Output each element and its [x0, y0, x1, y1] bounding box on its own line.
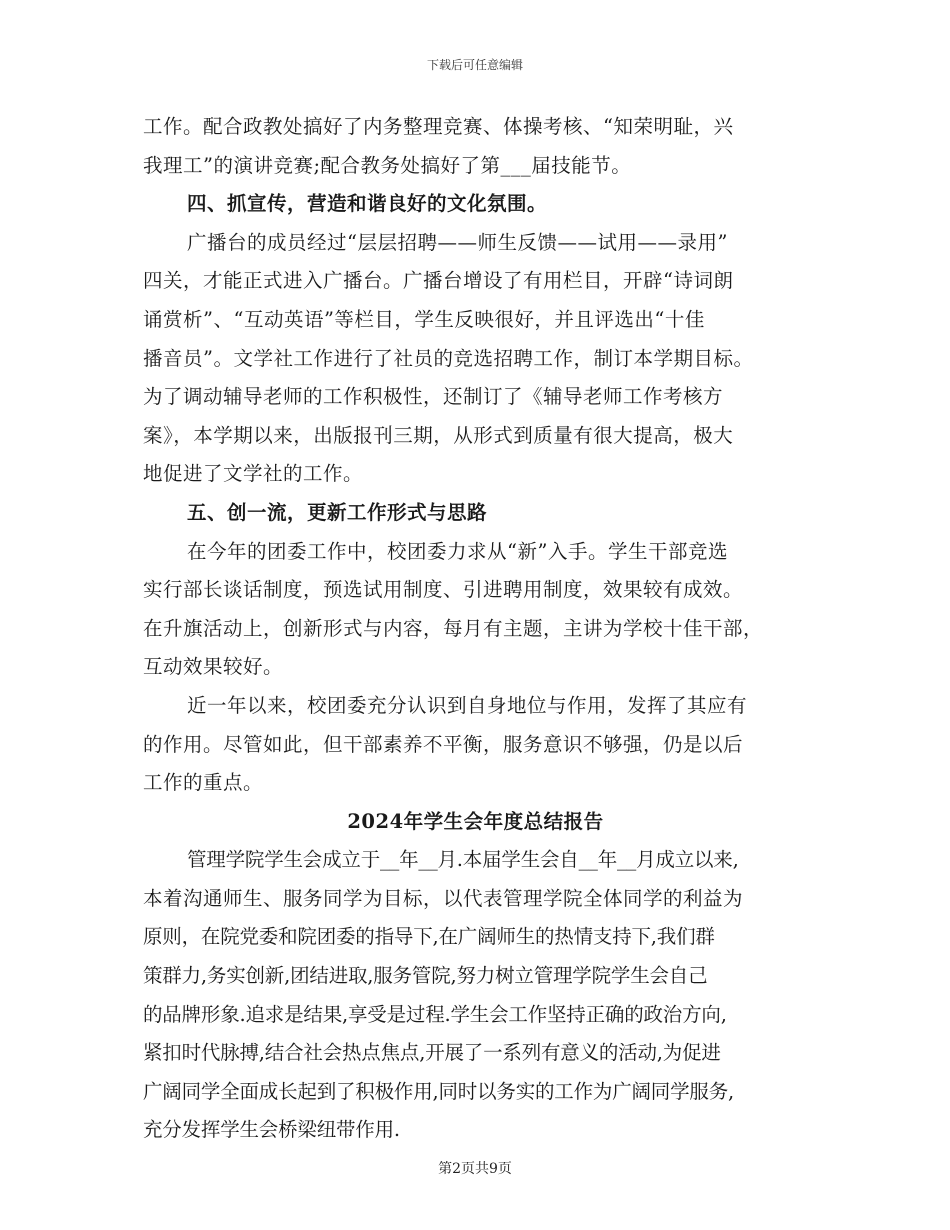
page-number: 第2页共9页 — [438, 1161, 512, 1177]
body-line: 播音员”。文学社工作进行了社员的竞选招聘工作，制订本学期目标。 — [143, 346, 754, 370]
section-heading: 五、创一流，更新工作形式与思路 — [187, 500, 488, 524]
body-line: 工作。配合政教处搞好了内务整理竞赛、体操考核、“知荣明耻，兴 — [143, 115, 734, 138]
body-line: 策群力,务实创新,团结进取,服务管院,努力树立管理学院学生会自己 — [143, 964, 708, 988]
body-line: 原则，在院党委和院团委的指导下,在广阔师生的热情支持下,我们群 — [143, 925, 715, 949]
body-line: 诵赏析”、“互动英语”等栏目，学生反映很好，并且评选出“十佳 — [143, 307, 705, 331]
body-line: 为了调动辅导老师的工作积极性，还制订了《辅导老师工作考核方 — [143, 385, 724, 409]
body-line: 我理工”的演讲竞赛;配合教务处搞好了第___届技能节。 — [143, 153, 632, 177]
body-line: 紧扣时代脉搏,结合社会热点焦点,开展了一系列有意义的活动,为促进 — [143, 1041, 721, 1065]
section-heading: 四、抓宣传，营造和谐良好的文化氛围。 — [187, 192, 548, 216]
body-line: 地促进了文学社的工作。 — [143, 462, 364, 486]
body-line: 在今年的团委工作中，校团委力求从“新”入手。学生干部竞选 — [187, 539, 728, 563]
body-line: 案》，本学期以来，出版报刊三期，从形式到质量有很大提高，极大 — [143, 423, 734, 447]
body-line: 工作的重点。 — [143, 771, 264, 795]
body-line: 的品牌形象.追求是结果,享受是过程.学生会工作坚持正确的政治方向, — [143, 1002, 727, 1026]
body-line: 实行部长谈话制度，预选试用制度、引进聘用制度，效果较有成效。 — [143, 578, 744, 602]
header-note: 下载后可任意编辑 — [426, 58, 523, 72]
body-line: 在升旗活动上，创新形式与内容，每月有主题，主讲为学校十佳干部， — [143, 616, 764, 640]
body-line: 本着沟通师生、服务同学为目标，以代表管理学院全体同学的利益为 — [143, 886, 744, 910]
body-line: 近一年以来，校团委充分认识到自身地位与作用，发挥了其应有 — [187, 693, 748, 717]
report-title: 2024年学生会年度总结报告 — [347, 809, 604, 833]
body-line: 广阔同学全面成长起到了积极作用,同时以务实的工作为广阔同学服务, — [143, 1079, 734, 1103]
body-line: 四关，才能正式进入广播台。广播台增设了有用栏目，开辟“诗词朗 — [143, 269, 734, 293]
body-line: 广播台的成员经过“层层招聘——师生反馈——试用——录用” — [187, 230, 728, 254]
body-line: 的作用。尽管如此，但干部素养不平衡，服务意识不够强，仍是以后 — [143, 732, 744, 756]
body-line: 互动效果较好。 — [143, 655, 284, 679]
document-body — [143, 108, 808, 1150]
body-line: 充分发挥学生会桥梁纽带作用. — [143, 1118, 400, 1142]
body-line: 管理学院学生会成立于__年__月.本届学生会自__年__月成立以来, — [187, 848, 739, 872]
